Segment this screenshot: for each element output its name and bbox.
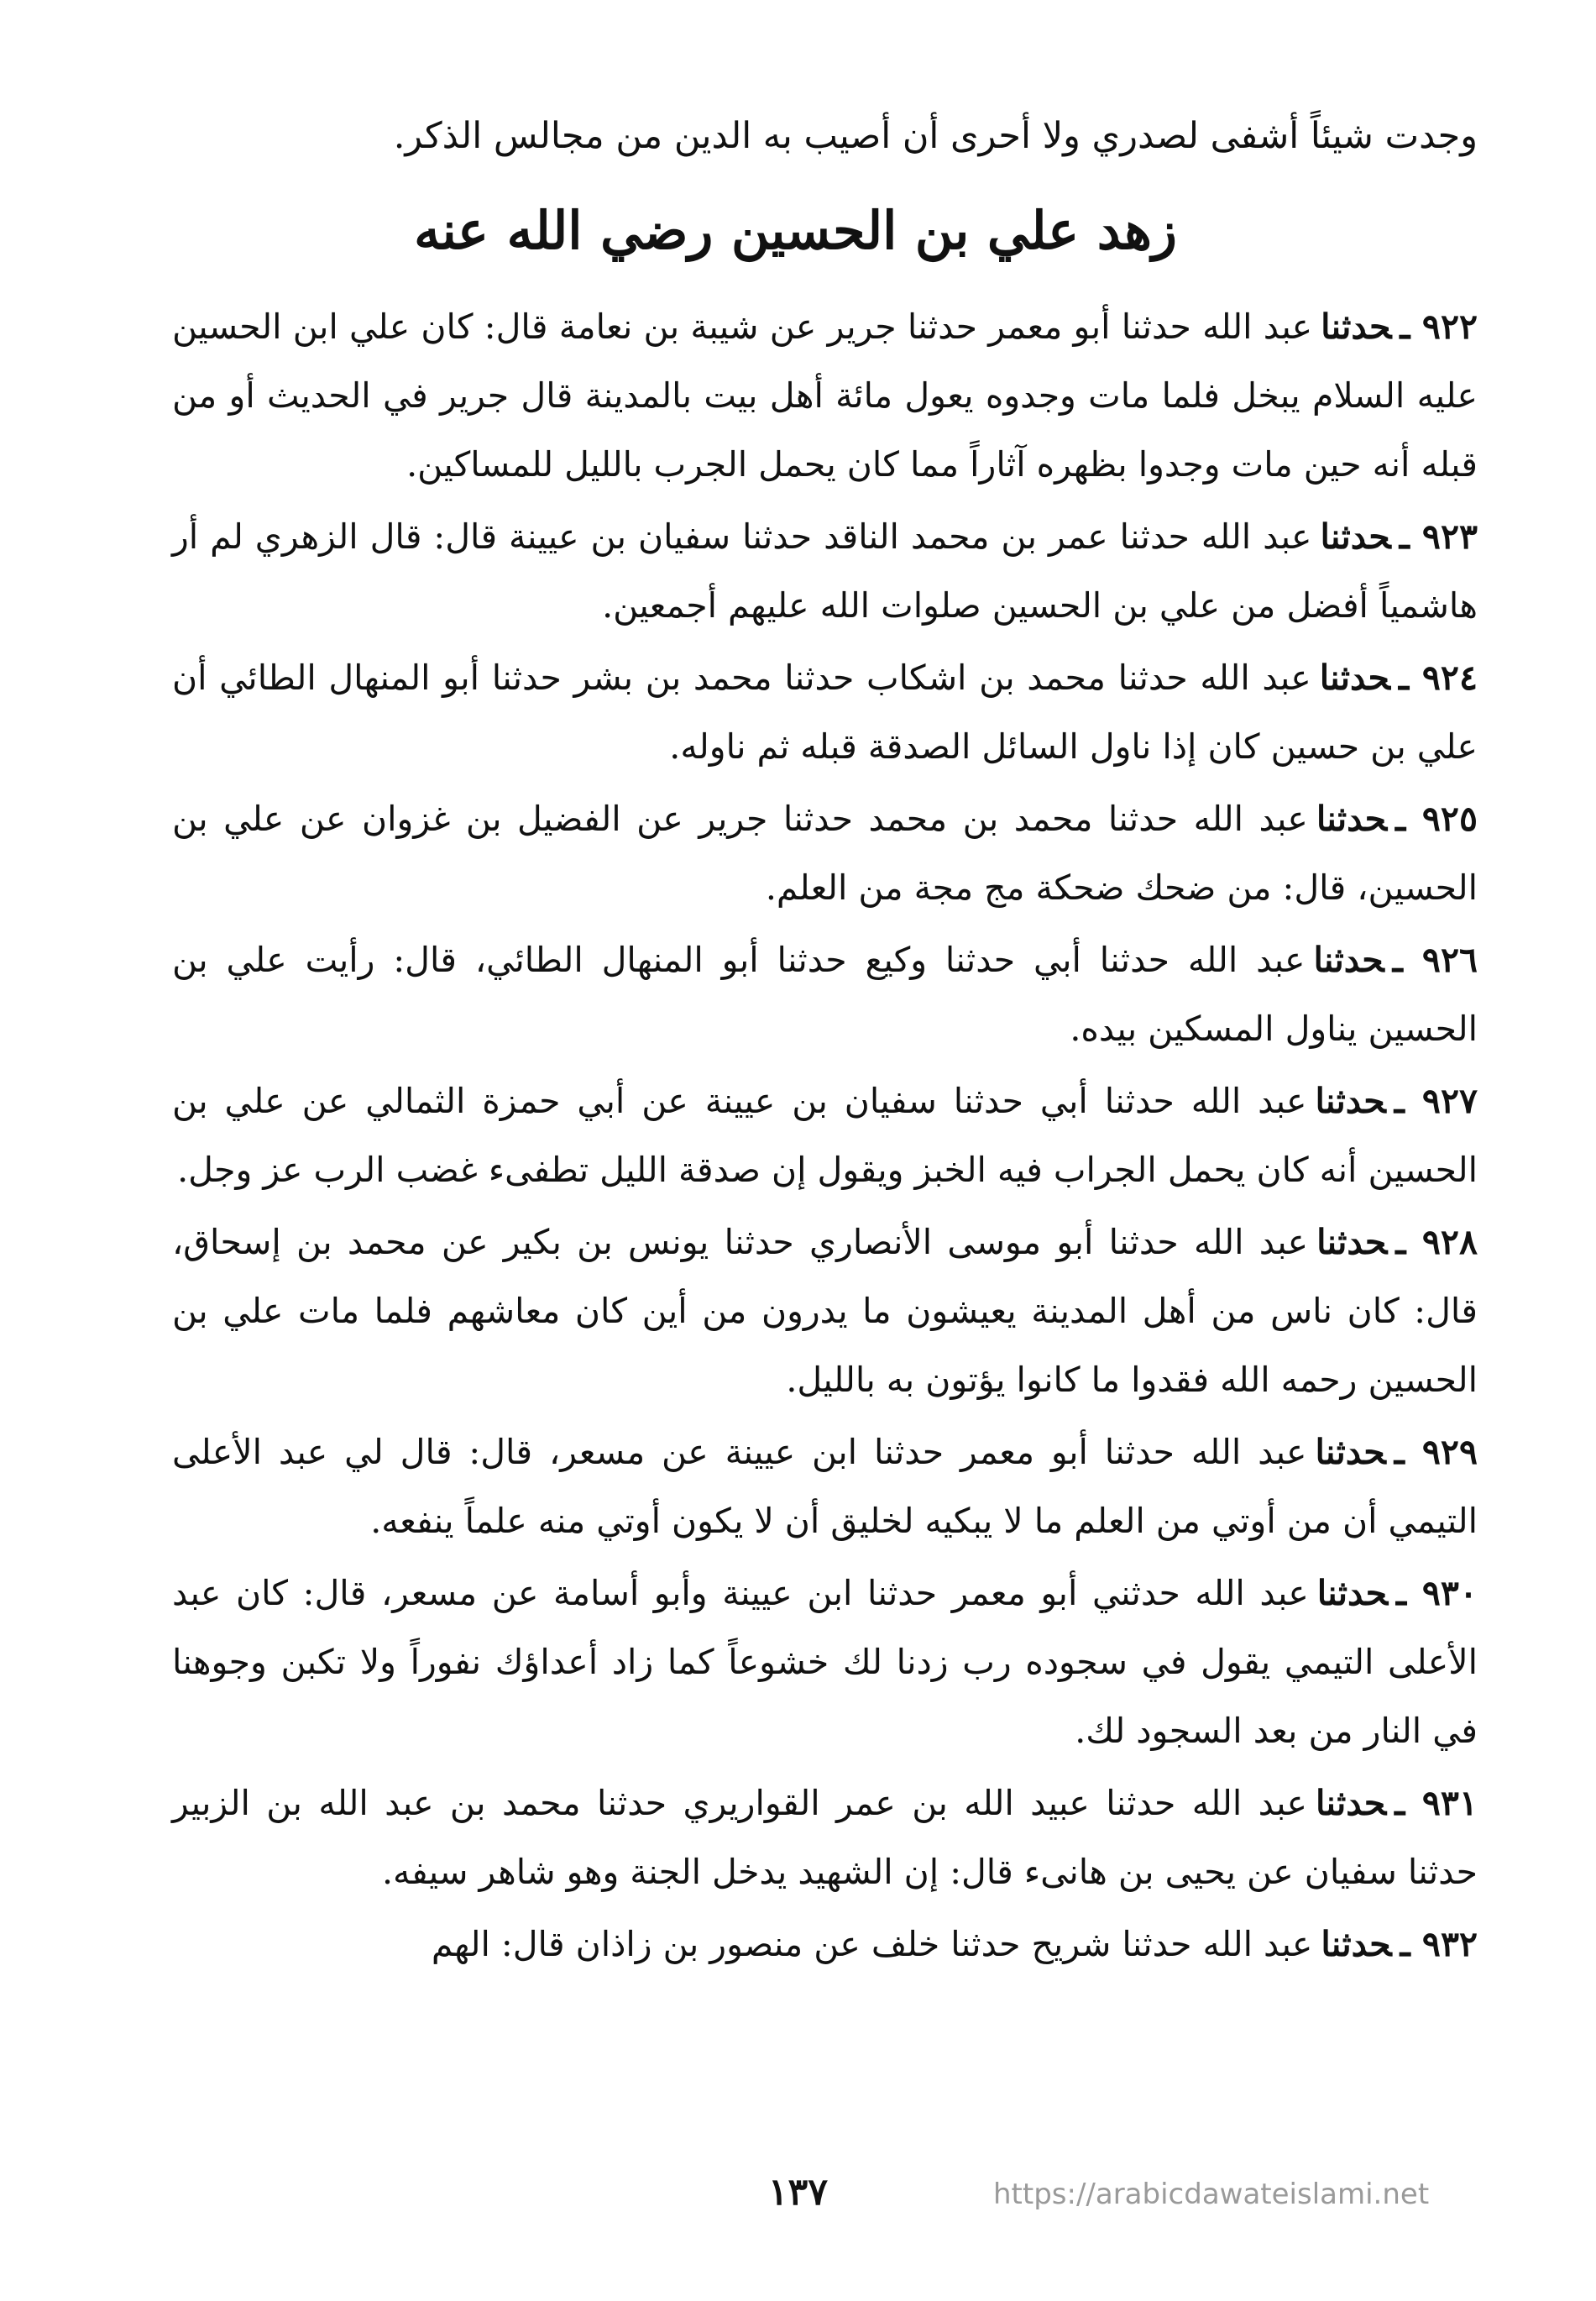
hadith-keyword: حدثنا (1321, 1924, 1392, 1964)
book-page (172, 109, 1478, 1982)
hadith-number: ٩٣٢ ـ (1400, 1924, 1478, 1964)
hadith-number: ٩٢٦ ـ (1392, 940, 1478, 980)
hadith-923 (172, 502, 1478, 640)
hadith-932 (172, 1910, 1478, 1979)
page-footer (0, 2171, 1596, 2238)
hadith-keyword: حدثنا (1319, 658, 1391, 698)
hadith-number: ٩٣٠ ـ (1396, 1573, 1478, 1613)
hadith-text: عبد الله حدثنا محمد بن اشكاب حدثنا محمد بن بشر حدثنا أبو المنهال الطائي أن علي بن حسين كان إذا ناول السائل الصدقة قبله ثم ناوله. (172, 658, 1478, 767)
hadith-931 (172, 1769, 1478, 1906)
watermark-url: https://arabicdawateislami.net (993, 2178, 1430, 2211)
hadith-924 (172, 643, 1478, 781)
hadith-text: عبد الله حدثنا أبو معمر حدثنا ابن عيينة عن مسعر، قال: قال لي عبد الأعلى التيمي أن من أوتي من العلم ما لا يبكيه لخليق أن لا يكون أوتي منه علماً ينفعه. (172, 1432, 1478, 1541)
hadith-number: ٩٢٤ ـ (1399, 658, 1478, 698)
hadith-keyword: حدثنا (1316, 1222, 1388, 1262)
hadith-text: عبد الله حدثنا أبي حدثنا وكيع حدثنا أبو المنهال الطائي، قال: رأيت علي بن الحسين يناول المسكين بيده. (172, 940, 1478, 1049)
intro-line: وجدت شيئاً أشفى لصدري ولا أحرى أن أصيب به الدين من مجالس الذكر. (393, 115, 1478, 157)
hadith-text: عبد الله حدثنا محمد بن محمد حدثنا جرير عن الفضيل بن غزوان عن علي بن الحسين، قال: من ضحك ضحكة مج مجة من العلم. (172, 799, 1478, 908)
hadith-keyword: حدثنا (1316, 799, 1388, 839)
hadith-text: عبد الله حدثني أبو معمر حدثنا ابن عيينة وأبو أسامة عن مسعر، قال: كان عبد الأعلى التيمي يقول في سجوده رب زدنا لك خشوعاً كما زاد أعداؤك نفوراً ولا تكبن وجوهنا في النار من بعد السجود لك. (172, 1573, 1478, 1751)
hadith-keyword: حدثنا (1315, 1432, 1386, 1472)
hadith-text: عبد الله حدثنا عمر بن محمد الناقد حدثنا سفيان بن عيينة قال: قال الزهري لم أر هاشمياً أفضل من علي بن الحسين صلوات الله عليهم أجمعين. (172, 516, 1478, 626)
hadith-number: ٩٣١ ـ (1395, 1783, 1478, 1823)
hadith-keyword: حدثنا (1316, 1573, 1389, 1613)
hadith-number: ٩٢٥ ـ (1395, 799, 1478, 839)
hadith-text: عبد الله حدثنا أبو موسى الأنصاري حدثنا يونس بن بكير عن محمد بن إسحاق، قال: كان ناس من أهل المدينة يعيشون ما يدرون من أين كان معاشهم فلما مات علي بن الحسين رحمه الله فقدوا ما كانوا يؤتون به بالليل. (172, 1222, 1478, 1400)
hadith-text: عبد الله حدثنا أبو معمر حدثنا جرير عن شيبة بن نعامة قال: كان علي ابن الحسين عليه السلام يبخل فلما مات وجدوه يعول مائة أهل بيت بالمدينة قال جرير في الحديث أو من قبله أنه حين مات وجدوا بظهره آثاراً مما كان يحمل الجرب بالليل للمساكين. (172, 307, 1478, 485)
hadith-number: ٩٢٣ ـ (1399, 516, 1478, 557)
hadith-keyword: حدثنا (1315, 1081, 1386, 1121)
hadith-keyword: حدثنا (1313, 940, 1384, 980)
chapter-title: زهد علي بن الحسين رضي الله عنه (414, 200, 1177, 261)
hadith-keyword: حدثنا (1321, 307, 1392, 347)
page-number: ١٣٧ (768, 2171, 828, 2214)
hadith-number: ٩٢٨ ـ (1395, 1222, 1478, 1262)
hadith-number: ٩٢٩ ـ (1394, 1432, 1478, 1472)
hadith-number: ٩٢٢ ـ (1400, 307, 1478, 347)
hadith-text: عبد الله حدثنا شريح حدثنا خلف عن منصور بن زاذان قال: الهم (431, 1924, 1313, 1964)
hadith-keyword: حدثنا (1315, 1783, 1387, 1823)
hadith-926 (172, 925, 1478, 1063)
hadith-922 (172, 292, 1478, 499)
hadith-list (172, 292, 1478, 1979)
hadith-925 (172, 784, 1478, 922)
hadith-930 (172, 1559, 1478, 1765)
hadith-text: عبد الله حدثنا أبي حدثنا سفيان بن عيينة عن أبي حمزة الثمالي عن علي بن الحسين أنه كان يحمل الجراب فيه الخبز ويقول إن صدقة الليل تطفىء غضب الرب عز وجل. (172, 1081, 1478, 1190)
hadith-keyword: حدثنا (1320, 516, 1391, 557)
hadith-number: ٩٢٧ ـ (1394, 1081, 1478, 1121)
hadith-text: عبد الله حدثنا عبيد الله بن عمر القواريري حدثنا محمد بن عبد الله بن الزبير حدثنا سفيان عن يحيى بن هانىء قال: إن الشهيد يدخل الجنة وهو شاهر سيفه. (172, 1783, 1478, 1892)
hadith-927 (172, 1067, 1478, 1204)
hadith-929 (172, 1418, 1478, 1555)
hadith-928 (172, 1208, 1478, 1414)
